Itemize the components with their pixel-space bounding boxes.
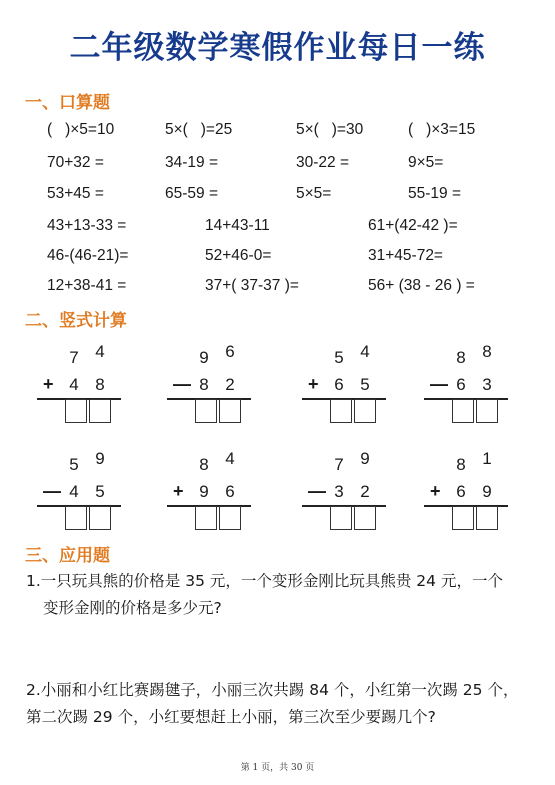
oral-expression: 5×( )=30 — [296, 121, 364, 138]
word-problem-2 — [26, 677, 536, 731]
oral-row — [0, 217, 555, 239]
bottom-digit-ones: 6 — [225, 482, 235, 501]
word-problem-1 — [26, 568, 536, 622]
oral-expression: 31+45-72= — [368, 247, 443, 264]
bottom-digit-tens: 6 — [456, 375, 466, 394]
oral-row — [0, 247, 555, 269]
vertical-problem — [167, 340, 267, 430]
answer-box-ones — [89, 399, 111, 423]
answer-box-tens — [195, 399, 217, 423]
oral-expression: 5×( )=25 — [165, 121, 233, 138]
top-digit-tens: 5 — [334, 348, 344, 367]
oral-expression: 55-19 = — [408, 185, 462, 202]
bottom-digit-tens: 6 — [456, 482, 466, 501]
word-problem-2-line2: 第二次踢 29 个，小红要想赶上小丽，第三次至少要踢几个? — [26, 708, 436, 726]
bottom-digit-ones: 9 — [482, 482, 492, 501]
oral-expression: 43+13-33 = — [47, 217, 127, 234]
section-heading-oral: 一、口算题 — [25, 93, 110, 113]
top-digit-tens: 5 — [69, 455, 79, 474]
oral-expression: 70+32 = — [47, 154, 104, 171]
top-digit-ones: 4 — [225, 449, 235, 468]
oral-expression: 5×5= — [296, 185, 332, 202]
word-problem-2-line1: 2.小丽和小红比赛踢毽子，小丽三次共踢 84 个，小红第一次踢 25 个， — [26, 681, 519, 699]
oral-row — [0, 154, 555, 176]
oral-expression: 65-59 = — [165, 185, 219, 202]
top-digit-tens: 9 — [199, 348, 209, 367]
top-digit-tens: 7 — [69, 348, 79, 367]
top-digit-ones: 9 — [360, 449, 370, 468]
answer-box-tens — [330, 399, 352, 423]
bottom-digit-ones: 5 — [95, 482, 105, 501]
answer-box-ones — [219, 506, 241, 530]
operator-sign: — — [308, 481, 326, 501]
section-heading-vertical: 二、竖式计算 — [25, 311, 127, 331]
vertical-problem — [37, 340, 137, 430]
word-problem-1-line2: 变形金刚的价格是多少元? — [43, 599, 222, 617]
top-digit-ones: 4 — [360, 342, 370, 361]
top-digit-tens: 7 — [334, 455, 344, 474]
answer-box-ones — [219, 399, 241, 423]
answer-box-tens — [452, 506, 474, 530]
vertical-problem — [302, 447, 402, 537]
answer-box-ones — [89, 506, 111, 530]
bottom-digit-tens: 9 — [199, 482, 209, 501]
bottom-digit-ones: 2 — [225, 375, 235, 394]
oral-expression: 30-22 = — [296, 154, 350, 171]
bottom-digit-tens: 4 — [69, 482, 79, 501]
oral-expression: 52+46-0= — [205, 247, 272, 264]
operator-sign: — — [43, 481, 61, 501]
oral-expression: 34-19 = — [165, 154, 219, 171]
top-digit-ones: 6 — [225, 342, 235, 361]
vertical-problem — [424, 447, 524, 537]
oral-expression: 12+38-41 = — [47, 277, 127, 294]
bottom-digit-ones: 3 — [482, 375, 492, 394]
bottom-digit-tens: 4 — [69, 375, 79, 394]
answer-box-tens — [195, 506, 217, 530]
operator-sign: — — [430, 374, 448, 394]
vertical-problem — [167, 447, 267, 537]
vertical-problem — [37, 447, 137, 537]
oral-expression: 37+( 37-37 )= — [205, 277, 299, 294]
oral-expression: ( )×5=10 — [47, 121, 115, 138]
answer-box-tens — [452, 399, 474, 423]
oral-expression: 61+(42-42 )= — [368, 217, 458, 234]
oral-expression: 9×5= — [408, 154, 444, 171]
section-heading-word: 三、应用题 — [25, 546, 110, 566]
answer-box-ones — [476, 399, 498, 423]
oral-expression: 56+ (38 - 26 ) = — [368, 277, 475, 294]
operator-sign: + — [173, 481, 184, 501]
answer-box-ones — [354, 506, 376, 530]
vertical-problem — [302, 340, 402, 430]
top-digit-ones: 4 — [95, 342, 105, 361]
operator-sign: + — [43, 374, 54, 394]
top-digit-ones: 1 — [482, 449, 492, 468]
answer-box-tens — [65, 399, 87, 423]
oral-expression: 53+45 = — [47, 185, 104, 202]
oral-row — [0, 185, 555, 207]
operator-sign: + — [430, 481, 441, 501]
bottom-digit-ones: 8 — [95, 375, 105, 394]
bottom-digit-ones: 5 — [360, 375, 370, 394]
vertical-problem — [424, 340, 524, 430]
oral-expression: 14+43-11 — [205, 217, 270, 234]
word-problem-1-line1: 1.一只玩具熊的价格是 35 元，一个变形金刚比玩具熊贵 24 元，一个 — [26, 572, 503, 590]
answer-box-tens — [330, 506, 352, 530]
top-digit-ones: 8 — [482, 342, 492, 361]
oral-row — [0, 277, 555, 299]
operator-sign: + — [308, 374, 319, 394]
answer-box-ones — [354, 399, 376, 423]
oral-row — [0, 121, 555, 143]
oral-expression: ( )×3=15 — [408, 121, 476, 138]
top-digit-tens: 8 — [456, 348, 466, 367]
page-title: 二年级数学寒假作业每日一练 — [69, 30, 486, 66]
top-digit-ones: 9 — [95, 449, 105, 468]
bottom-digit-tens: 8 — [199, 375, 209, 394]
answer-box-ones — [476, 506, 498, 530]
top-digit-tens: 8 — [456, 455, 466, 474]
page-footer: 第 1 页，共 30 页 — [240, 763, 315, 773]
operator-sign: — — [173, 374, 191, 394]
oral-expression: 46-(46-21)= — [47, 247, 129, 264]
answer-box-tens — [65, 506, 87, 530]
bottom-digit-tens: 6 — [334, 375, 344, 394]
top-digit-tens: 8 — [199, 455, 209, 474]
bottom-digit-ones: 2 — [360, 482, 370, 501]
bottom-digit-tens: 3 — [334, 482, 344, 501]
